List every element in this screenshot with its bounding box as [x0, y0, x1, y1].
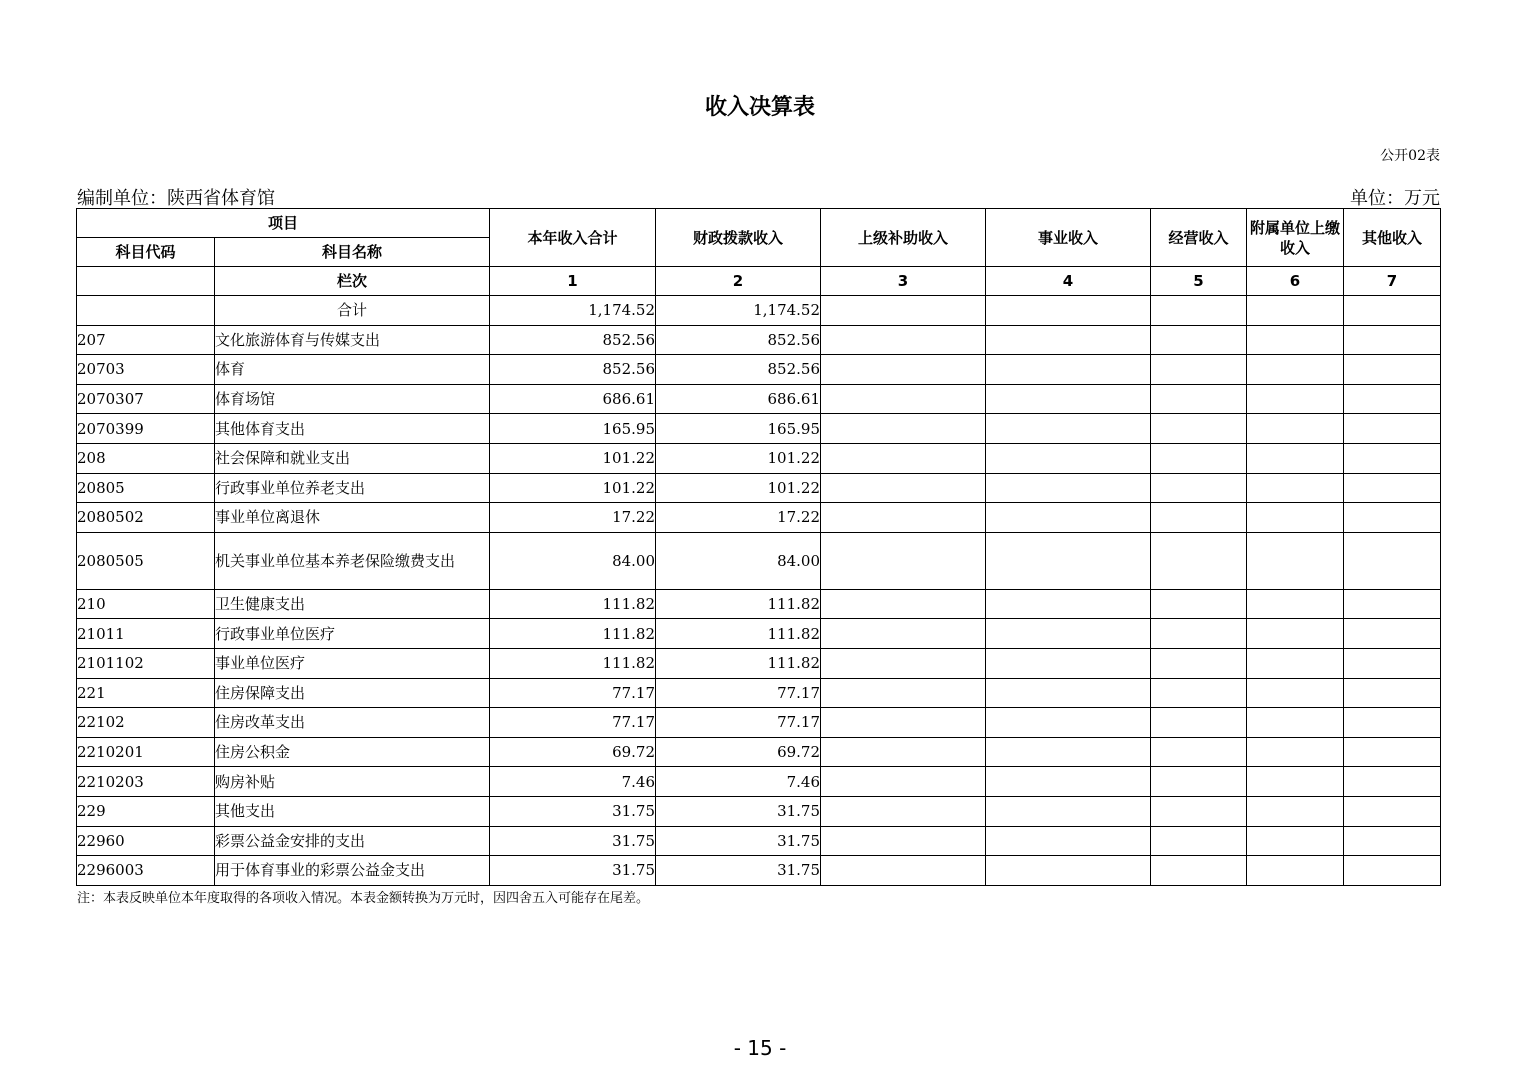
affiliated-income-value [1247, 678, 1344, 708]
table-row [77, 589, 1441, 619]
total-income-value: 1,174.52 [490, 296, 656, 326]
compiling-unit: 编制单位：陕西省体育馆 [77, 188, 275, 209]
superior-subsidy-value [821, 826, 986, 856]
total-income-value: 111.82 [490, 648, 656, 678]
total-income-value: 84.00 [490, 532, 656, 589]
subject-name: 用于体育事业的彩票公益金支出 [215, 856, 490, 886]
subject-name: 住房保障支出 [215, 678, 490, 708]
operating-income-value [1151, 473, 1247, 503]
affiliated-income-value [1247, 473, 1344, 503]
other-income-value [1344, 325, 1441, 355]
table-row [77, 414, 1441, 444]
superior-subsidy-value [821, 737, 986, 767]
other-income-value [1344, 826, 1441, 856]
operating-income-value [1151, 856, 1247, 886]
business-income-value [986, 767, 1151, 797]
operating-income-value [1151, 826, 1247, 856]
header-fiscal-allocation: 财政拨款收入 [656, 209, 821, 267]
header-subject-name: 科目名称 [215, 238, 490, 267]
table-row [77, 678, 1441, 708]
operating-income-value [1151, 767, 1247, 797]
fiscal-allocation-value: 7.46 [656, 767, 821, 797]
business-income-value [986, 796, 1151, 826]
subject-name: 住房改革支出 [215, 708, 490, 738]
subject-name: 行政事业单位养老支出 [215, 473, 490, 503]
subject-name: 彩票公益金安排的支出 [215, 826, 490, 856]
affiliated-income-value [1247, 503, 1344, 533]
superior-subsidy-value [821, 325, 986, 355]
other-income-value [1344, 856, 1441, 886]
subject-name: 其他体育支出 [215, 414, 490, 444]
table-row [77, 708, 1441, 738]
total-label: 合计 [215, 296, 490, 326]
total-income-value: 77.17 [490, 678, 656, 708]
fiscal-allocation-value: 31.75 [656, 826, 821, 856]
total-income-value: 686.61 [490, 384, 656, 414]
total-income-value: 101.22 [490, 443, 656, 473]
other-income-value [1344, 619, 1441, 649]
superior-subsidy-value [821, 678, 986, 708]
page-title: 收入决算表 [704, 95, 815, 120]
fiscal-allocation-value: 111.82 [656, 589, 821, 619]
operating-income-value [1151, 503, 1247, 533]
business-income-value [986, 325, 1151, 355]
header-num-3: 3 [821, 267, 986, 296]
total-income-value: 77.17 [490, 708, 656, 738]
total-income-value: 69.72 [490, 737, 656, 767]
affiliated-income-value [1247, 826, 1344, 856]
table-row [77, 826, 1441, 856]
business-income-value [986, 678, 1151, 708]
other-income-value [1344, 737, 1441, 767]
other-income-value [1344, 443, 1441, 473]
subject-name: 卫生健康支出 [215, 589, 490, 619]
header-num-7: 7 [1344, 267, 1441, 296]
other-income-value [1344, 532, 1441, 589]
subject-code: 22102 [77, 708, 215, 738]
fiscal-allocation-value: 69.72 [656, 737, 821, 767]
affiliated-income-value [1247, 589, 1344, 619]
affiliated-income-value [1247, 856, 1344, 886]
affiliated-income-value [1247, 384, 1344, 414]
superior-subsidy-value [821, 473, 986, 503]
business-income-value [986, 355, 1151, 385]
other-income-value [1344, 767, 1441, 797]
table-row [77, 856, 1441, 886]
total-income-value: 7.46 [490, 767, 656, 797]
business-income-value [986, 708, 1151, 738]
fiscal-allocation-value: 101.22 [656, 473, 821, 503]
footnote: 注：本表反映单位本年度取得的各项收入情况。本表金额转换为万元时，因四舍五入可能存在尾差。 [77, 891, 650, 906]
header-superior-subsidy: 上级补助收入 [821, 209, 986, 267]
business-income-value [986, 443, 1151, 473]
operating-income-value [1151, 678, 1247, 708]
superior-subsidy-value [821, 355, 986, 385]
total-income-value: 31.75 [490, 796, 656, 826]
subject-code: 20703 [77, 355, 215, 385]
subject-code: 22960 [77, 826, 215, 856]
total-income-value: 165.95 [490, 414, 656, 444]
operating-income-value [1151, 532, 1247, 589]
income-statement-table [76, 208, 1441, 886]
total-income-value: 17.22 [490, 503, 656, 533]
table-row [77, 473, 1441, 503]
fiscal-allocation-value: 17.22 [656, 503, 821, 533]
affiliated-income-value [1247, 443, 1344, 473]
subject-code: 2070307 [77, 384, 215, 414]
affiliated-income-value [1247, 796, 1344, 826]
total-fiscal-value: 1,174.52 [656, 296, 821, 326]
header-num-4: 4 [986, 267, 1151, 296]
fiscal-allocation-value: 852.56 [656, 355, 821, 385]
operating-income-value [1151, 589, 1247, 619]
form-number: 公开02表 [1380, 148, 1440, 164]
subject-code: 2070399 [77, 414, 215, 444]
subject-code: 2080505 [77, 532, 215, 589]
affiliated-income-value [1247, 414, 1344, 444]
fiscal-allocation-value: 852.56 [656, 325, 821, 355]
operating-income-value [1151, 443, 1247, 473]
other-income-value [1344, 708, 1441, 738]
other-income-value [1344, 678, 1441, 708]
superior-subsidy-value [821, 532, 986, 589]
subject-code: 2101102 [77, 648, 215, 678]
affiliated-income-value [1247, 708, 1344, 738]
fiscal-allocation-value: 165.95 [656, 414, 821, 444]
table-row [77, 648, 1441, 678]
total-income-value: 31.75 [490, 826, 656, 856]
superior-subsidy-value [821, 619, 986, 649]
total-income-value: 852.56 [490, 355, 656, 385]
operating-income-value [1151, 619, 1247, 649]
other-income-value [1344, 414, 1441, 444]
header-total-income: 本年收入合计 [490, 209, 656, 267]
fiscal-allocation-value: 31.75 [656, 856, 821, 886]
affiliated-income-value [1247, 767, 1344, 797]
business-income-value [986, 648, 1151, 678]
superior-subsidy-value [821, 648, 986, 678]
business-income-value [986, 826, 1151, 856]
fiscal-allocation-value: 31.75 [656, 796, 821, 826]
subject-name: 行政事业单位医疗 [215, 619, 490, 649]
table-row [77, 796, 1441, 826]
subject-name: 其他支出 [215, 796, 490, 826]
superior-subsidy-value [821, 503, 986, 533]
superior-subsidy-value [821, 384, 986, 414]
header-business-income: 事业收入 [986, 209, 1151, 267]
header-num-5: 5 [1151, 267, 1247, 296]
header-other-income: 其他收入 [1344, 209, 1441, 267]
total-income-value: 111.82 [490, 589, 656, 619]
superior-subsidy-value [821, 443, 986, 473]
total-income-value: 111.82 [490, 619, 656, 649]
subject-code: 210 [77, 589, 215, 619]
other-income-value [1344, 355, 1441, 385]
header-blank [77, 267, 215, 296]
subject-code: 207 [77, 325, 215, 355]
other-income-value [1344, 589, 1441, 619]
operating-income-value [1151, 737, 1247, 767]
other-income-value [1344, 648, 1441, 678]
affiliated-income-value [1247, 619, 1344, 649]
total-row [77, 296, 1441, 326]
table-row [77, 325, 1441, 355]
business-income-value [986, 532, 1151, 589]
table-row [77, 619, 1441, 649]
subject-code: 208 [77, 443, 215, 473]
table-row [77, 737, 1441, 767]
header-num-6: 6 [1247, 267, 1344, 296]
fiscal-allocation-value: 77.17 [656, 678, 821, 708]
affiliated-income-value [1247, 648, 1344, 678]
subject-code: 2210201 [77, 737, 215, 767]
subject-name: 体育场馆 [215, 384, 490, 414]
header-num-2: 2 [656, 267, 821, 296]
affiliated-income-value [1247, 325, 1344, 355]
fiscal-allocation-value: 77.17 [656, 708, 821, 738]
subject-name: 体育 [215, 355, 490, 385]
table-row [77, 532, 1441, 589]
business-income-value [986, 619, 1151, 649]
fiscal-allocation-value: 111.82 [656, 619, 821, 649]
table-row [77, 355, 1441, 385]
affiliated-income-value [1247, 532, 1344, 589]
operating-income-value [1151, 325, 1247, 355]
subject-code: 2080502 [77, 503, 215, 533]
subject-code: 229 [77, 796, 215, 826]
other-income-value [1344, 503, 1441, 533]
business-income-value [986, 737, 1151, 767]
header-item: 项目 [77, 209, 490, 238]
header-num-1: 1 [490, 267, 656, 296]
total-code [77, 296, 215, 326]
superior-subsidy-value [821, 708, 986, 738]
currency-unit: 单位：万元 [1350, 188, 1440, 209]
superior-subsidy-value [821, 796, 986, 826]
superior-subsidy-value [821, 767, 986, 797]
other-income-value [1344, 384, 1441, 414]
subject-code: 2210203 [77, 767, 215, 797]
operating-income-value [1151, 796, 1247, 826]
operating-income-value [1151, 708, 1247, 738]
fiscal-allocation-value: 84.00 [656, 532, 821, 589]
subject-name: 事业单位医疗 [215, 648, 490, 678]
subject-code: 21011 [77, 619, 215, 649]
header-lanci: 栏次 [215, 267, 490, 296]
total-income-value: 31.75 [490, 856, 656, 886]
operating-income-value [1151, 414, 1247, 444]
other-income-value [1344, 796, 1441, 826]
table-row [77, 503, 1441, 533]
total-income-value: 852.56 [490, 325, 656, 355]
business-income-value [986, 414, 1151, 444]
subject-name: 文化旅游体育与传媒支出 [215, 325, 490, 355]
subject-code: 221 [77, 678, 215, 708]
subject-name: 社会保障和就业支出 [215, 443, 490, 473]
subject-name: 机关事业单位基本养老保险缴费支出 [215, 532, 490, 589]
business-income-value [986, 589, 1151, 619]
superior-subsidy-value [821, 856, 986, 886]
operating-income-value [1151, 355, 1247, 385]
fiscal-allocation-value: 101.22 [656, 443, 821, 473]
header-affiliated-income: 附属单位上缴收入 [1247, 209, 1344, 267]
operating-income-value [1151, 648, 1247, 678]
business-income-value [986, 503, 1151, 533]
subject-name: 事业单位离退休 [215, 503, 490, 533]
affiliated-income-value [1247, 355, 1344, 385]
table-row [77, 767, 1441, 797]
other-income-value [1344, 473, 1441, 503]
superior-subsidy-value [821, 589, 986, 619]
page-number: - 15 - [733, 1036, 787, 1060]
subject-name: 购房补贴 [215, 767, 490, 797]
business-income-value [986, 473, 1151, 503]
total-income-value: 101.22 [490, 473, 656, 503]
fiscal-allocation-value: 111.82 [656, 648, 821, 678]
business-income-value [986, 384, 1151, 414]
fiscal-allocation-value: 686.61 [656, 384, 821, 414]
subject-code: 2296003 [77, 856, 215, 886]
superior-subsidy-value [821, 414, 986, 444]
subject-name: 住房公积金 [215, 737, 490, 767]
affiliated-income-value [1247, 737, 1344, 767]
table-row [77, 384, 1441, 414]
header-subject-code: 科目代码 [77, 238, 215, 267]
operating-income-value [1151, 384, 1247, 414]
business-income-value [986, 856, 1151, 886]
header-operating-income: 经营收入 [1151, 209, 1247, 267]
table-row [77, 443, 1441, 473]
subject-code: 20805 [77, 473, 215, 503]
